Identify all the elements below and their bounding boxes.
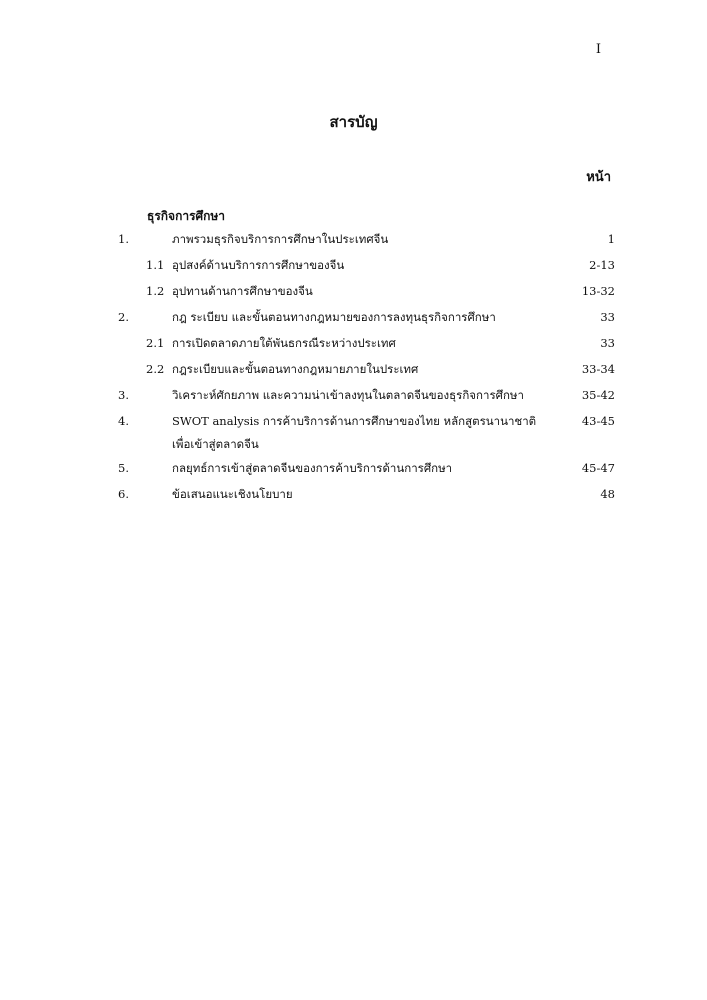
toc-entry-title: ภาพรวมธุรกิจบริการการศึกษาในประเทศจีน	[172, 232, 389, 246]
toc-entry-title: กฎระเบียบและขั้นตอนทางกฎหมายภายในประเทศ	[172, 362, 419, 376]
toc-entry-page: 33	[600, 310, 615, 324]
toc-entry-number: 3.	[118, 388, 129, 402]
toc-entry	[118, 457, 615, 483]
toc-entry-number: 1.1	[146, 258, 165, 272]
toc-entry-title: SWOT analysis การค้าบริการด้านการศึกษาของไทย หลักสูตรนานาชาติเพื่อเข้าสู่ตลาดจีน	[172, 414, 537, 451]
toc-entry-page: 33	[600, 336, 615, 350]
toc-entry-title: การเปิดตลาดภายใต้พันธกรณีระหว่างประเทศ	[172, 336, 396, 350]
toc-entry-number: 2.	[118, 310, 129, 324]
toc-entry-page: 43-45	[581, 414, 615, 428]
toc-entry	[118, 306, 615, 332]
toc-entry	[118, 384, 615, 410]
toc-entry-page: 45-47	[581, 461, 615, 475]
toc-entry	[118, 410, 615, 457]
toc-entry-page: 13-32	[581, 284, 615, 298]
page-number: I	[595, 42, 601, 57]
page-column-header: หน้า	[586, 170, 611, 185]
toc-entry-number: 1.	[118, 232, 129, 246]
toc-entry-page: 48	[600, 487, 615, 501]
toc-entry-page: 1	[607, 232, 615, 246]
toc-entry	[118, 332, 615, 358]
toc-entry-title: วิเคราะห์ศักยภาพ และความน่าเข้าลงทุนในตลาดจีนของธุรกิจการศึกษา	[172, 388, 524, 402]
toc-entry-page: 33-34	[581, 362, 615, 376]
toc-entry-number: 4.	[118, 414, 129, 428]
toc-entry	[118, 358, 615, 384]
toc-entry-number: 5.	[118, 461, 129, 475]
toc-entry-title: อุปสงค์ด้านบริการการศึกษาของจีน	[172, 258, 345, 272]
toc-entry	[118, 280, 615, 306]
toc-entry-number: 6.	[118, 487, 129, 501]
toc-entry	[118, 228, 615, 254]
toc-entry	[118, 254, 615, 280]
toc-entry-title: อุปทานด้านการศึกษาของจีน	[172, 284, 313, 298]
table-of-contents	[118, 228, 615, 509]
toc-entry-number: 2.2	[146, 362, 165, 376]
toc-entry-page: 35-42	[581, 388, 615, 402]
toc-entry-title: กฎ ระเบียบ และขั้นตอนทางกฎหมายของการลงทุนธุรกิจการศึกษา	[172, 310, 496, 324]
toc-entry-title: กลยุทธ์การเข้าสู่ตลาดจีนของการค้าบริการด้านการศึกษา	[172, 461, 453, 475]
document-title: สารบัญ	[329, 113, 378, 131]
toc-entry-number: 1.2	[146, 284, 165, 298]
toc-entry	[118, 483, 615, 509]
toc-entry-page: 2-13	[589, 258, 615, 272]
toc-entry-title: ข้อเสนอแนะเชิงนโยบาย	[172, 487, 293, 501]
section-heading: ธุรกิจการศึกษา	[147, 209, 226, 223]
toc-entry-number: 2.1	[146, 336, 165, 350]
